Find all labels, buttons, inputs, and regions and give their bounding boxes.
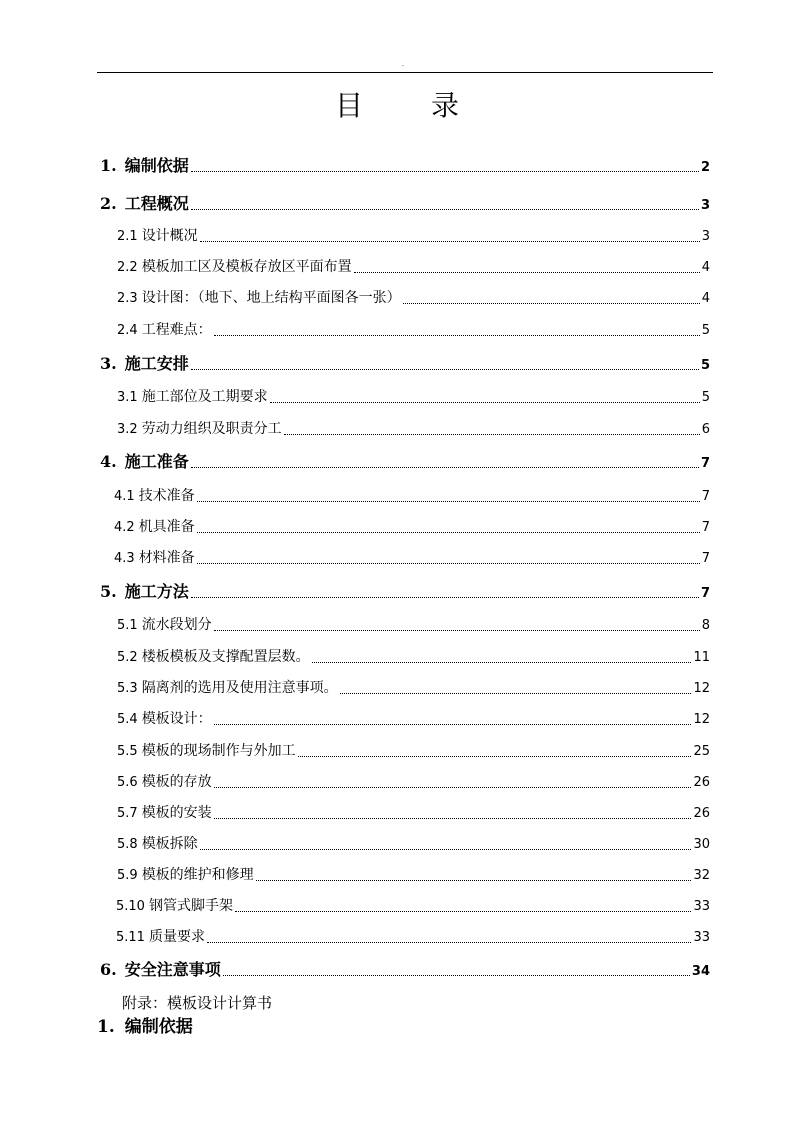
toc-dot-leader: [270, 402, 700, 403]
toc-entry-label: 施工部位及工期要求: [141, 389, 268, 405]
toc-entry[interactable]: [117, 386, 710, 408]
toc-entry[interactable]: [117, 225, 710, 247]
toc-entry-number: 2.2: [117, 260, 138, 275]
section-heading-number: 1.: [97, 1017, 115, 1037]
toc-entry-page: 5: [701, 390, 710, 405]
toc-entry-label: 模板的安装: [141, 805, 212, 821]
toc-entry[interactable]: [100, 353, 710, 375]
toc-entry-number: 5.: [100, 582, 117, 601]
toc-entry-number: 5.10: [116, 899, 145, 914]
toc-entry[interactable]: [117, 418, 710, 440]
toc-entry-label: 工程概况: [124, 194, 189, 213]
toc-dot-leader: [284, 434, 700, 435]
toc-entry[interactable]: [100, 193, 710, 215]
toc-entry-number: 5.5: [117, 744, 138, 759]
toc-dot-leader: [340, 693, 692, 694]
toc-dot-leader: [200, 241, 700, 242]
toc-entry-page: 7: [700, 586, 710, 601]
toc-entry-label: 模板的现场制作与外加工: [141, 743, 296, 759]
toc-entry-number: 5.1: [117, 618, 138, 633]
toc-entry[interactable]: [114, 516, 710, 538]
toc-entry-label: 钢管式脚手架: [148, 898, 233, 914]
toc-entry-label: 安全注意事项: [124, 960, 221, 979]
toc-entry-number: 3.1: [117, 390, 138, 405]
toc-entry-page: 7: [701, 520, 710, 535]
toc-dot-leader: [214, 335, 700, 336]
toc-entry-number: 2.1: [117, 229, 138, 244]
toc-entry-number: 5.2: [117, 650, 138, 665]
toc-entry-label: 劳动力组织及职责分工: [141, 421, 282, 437]
toc-dot-leader: [223, 975, 690, 976]
toc-entry-label: 模板设计：: [141, 711, 212, 727]
toc-entry-page: 4: [701, 260, 710, 275]
toc-dot-leader: [191, 467, 699, 468]
toc-dot-leader: [191, 369, 699, 370]
toc-entry-page: 12: [693, 681, 710, 696]
toc-entry-number: 2.4: [117, 323, 138, 338]
toc-entry-label: 质量要求: [148, 929, 205, 945]
toc-entry-number: 6.: [100, 960, 117, 979]
toc-entry[interactable]: [117, 614, 710, 636]
toc-entry-page: 12: [693, 712, 710, 727]
toc-entry-number: 5.6: [117, 775, 138, 790]
toc-dot-leader: [191, 209, 699, 210]
toc-entry[interactable]: [117, 677, 710, 699]
toc-entry-page: 4: [701, 291, 710, 306]
toc-dot-leader: [191, 171, 699, 172]
toc-entry-label: 材料准备: [138, 550, 195, 566]
toc-entry-number: 4.2: [114, 520, 135, 535]
page-title: 目录: [334, 89, 527, 122]
toc-entry-label: 技术准备: [138, 488, 195, 504]
toc-entry-label: 施工准备: [124, 452, 189, 471]
toc-entry-label: 施工安排: [124, 354, 189, 373]
toc-entry-number: 2.3: [117, 291, 138, 306]
toc-entry-number: 5.11: [116, 930, 145, 945]
toc-dot-leader: [214, 630, 700, 631]
toc-entry-number: 4.1: [114, 489, 135, 504]
toc-entry-page: 11: [693, 650, 710, 665]
toc-entry-number: 5.7: [117, 806, 138, 821]
toc-entry-number: 1.: [100, 156, 117, 175]
toc-entry[interactable]: [100, 959, 710, 981]
toc-entry[interactable]: [100, 581, 710, 603]
toc-dot-leader: [312, 662, 692, 663]
toc-entry-label: 工程难点：: [141, 322, 212, 338]
toc-entry-number: 3.: [100, 354, 117, 373]
toc-entry-label: 模板拆除: [141, 836, 198, 852]
toc-entry-label: 楼板模板及支撑配置层数。: [141, 649, 310, 665]
toc-entry[interactable]: [117, 646, 710, 668]
toc-entry-number: 2.: [100, 194, 117, 213]
section-heading-label: 编制依据: [124, 1017, 193, 1037]
toc-entry-label: 施工方法: [124, 582, 189, 601]
toc-entry-page: 5: [700, 358, 710, 373]
toc-entry-label: 隔离剂的选用及使用注意事项。: [141, 680, 338, 696]
toc-entry-page: 26: [693, 775, 710, 790]
toc-entry-page: 34: [691, 964, 710, 979]
toc-entry-page: 30: [693, 837, 710, 852]
toc-dot-leader: [197, 532, 700, 533]
toc-entry-page: 32: [693, 868, 710, 883]
toc-entry-page: 7: [700, 456, 710, 471]
toc-entry[interactable]: [114, 485, 710, 507]
toc-entry-page: 33: [693, 899, 710, 914]
toc-entry[interactable]: [100, 451, 710, 473]
toc-dot-leader: [214, 724, 692, 725]
toc-entry-page: 33: [693, 930, 710, 945]
toc-entry-number: 5.3: [117, 681, 138, 696]
toc-dot-leader: [403, 303, 700, 304]
header-mark: .: [402, 61, 404, 68]
toc-entry-page: 26: [693, 806, 710, 821]
toc-entry[interactable]: [117, 319, 710, 341]
toc-entry-label: 编制依据: [124, 156, 189, 175]
toc-entry[interactable]: [117, 833, 710, 855]
toc-entry-page: 8: [701, 618, 710, 633]
toc-entry[interactable]: [117, 708, 710, 730]
toc-entry-page: 2: [700, 160, 710, 175]
toc-dot-leader: [256, 880, 692, 881]
toc-entry-number: 5.9: [117, 868, 138, 883]
toc-entry-page: 3: [701, 229, 710, 244]
toc-dot-leader: [354, 272, 700, 273]
toc-entry-label: 模板加工区及模板存放区平面布置: [141, 259, 352, 275]
toc-entry-label: 设计概况: [141, 228, 198, 244]
toc-entry-label: 流水段划分: [141, 617, 212, 633]
toc-entry[interactable]: [116, 895, 710, 917]
toc-entry-label: 设计图：（地下、地上结构平面图各一张）: [141, 290, 401, 306]
toc-entry[interactable]: [117, 802, 710, 824]
toc-entry-label: 模板的存放: [141, 774, 212, 790]
toc-entry-page: 5: [701, 323, 710, 338]
toc-entry[interactable]: [117, 740, 710, 762]
toc-entry[interactable]: [116, 926, 710, 948]
section-heading: [97, 1015, 193, 1039]
toc-entry[interactable]: [117, 256, 710, 278]
toc-entry[interactable]: [100, 155, 710, 177]
toc-entry[interactable]: [114, 547, 710, 569]
toc-entry-number: 4.: [100, 452, 117, 471]
toc-entry[interactable]: [117, 864, 710, 886]
toc-dot-leader: [214, 787, 692, 788]
toc-entry-page: 25: [693, 744, 710, 759]
toc-entry[interactable]: [117, 287, 710, 309]
toc-dot-leader: [207, 942, 692, 943]
toc-entry-page: 6: [701, 422, 710, 437]
toc-entry-number: 5.4: [117, 712, 138, 727]
toc-entry-page: 7: [701, 551, 710, 566]
toc-entry-page: 3: [700, 198, 710, 213]
toc-dot-leader: [197, 501, 700, 502]
toc-dot-leader: [214, 818, 692, 819]
toc-dot-leader: [235, 911, 692, 912]
toc-dot-leader: [197, 563, 700, 564]
appendix-note: 附录：模板设计计算书: [122, 994, 273, 1012]
toc-entry-number: 3.2: [117, 422, 138, 437]
toc-entry-number: 4.3: [114, 551, 135, 566]
toc-entry-label: 机具准备: [138, 519, 195, 535]
toc-dot-leader: [298, 756, 692, 757]
toc-dot-leader: [191, 597, 699, 598]
toc-entry-number: 5.8: [117, 837, 138, 852]
toc-dot-leader: [200, 849, 692, 850]
toc-entry[interactable]: [117, 771, 710, 793]
toc-entry-label: 模板的维护和修理: [141, 867, 254, 883]
toc-entry-page: 7: [701, 489, 710, 504]
